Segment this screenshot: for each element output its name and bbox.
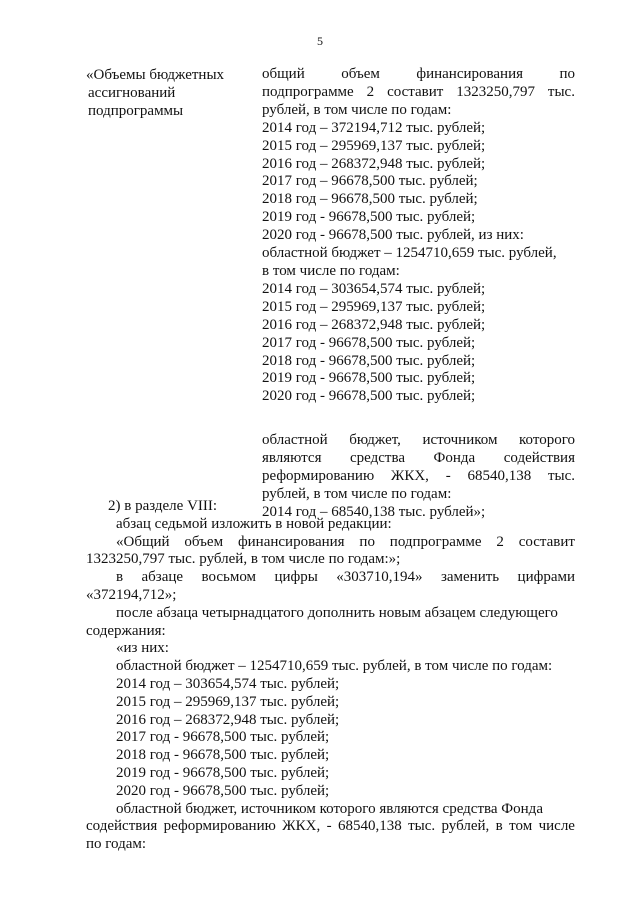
word: реформированию — [262, 468, 375, 485]
text-line: 2016 год – 268372,948 тыс. рублей; — [262, 155, 486, 172]
text-line: 2015 год – 295969,137 тыс. рублей; — [262, 298, 486, 315]
word: числе — [538, 818, 575, 835]
word: Фонда — [433, 450, 476, 467]
text-line: 2015 год – 295969,137 тыс. рублей; — [262, 137, 486, 154]
text-line: 2016 год – 268372,948 тыс. рублей; — [262, 316, 486, 333]
paragraph-line: 2014 год – 303654,574 тыс. рублей; — [116, 675, 340, 692]
word: 68540,138 — [337, 818, 402, 835]
paragraph-line: 2015 год – 295969,137 тыс. рублей; — [116, 693, 340, 710]
paragraph-line: содержания: — [86, 622, 166, 639]
word: тыс. — [547, 83, 575, 100]
paragraph-line: по годам: — [86, 836, 147, 853]
word: в — [495, 818, 503, 835]
text-line: 2019 год - 96678,500 тыс. рублей; — [262, 370, 476, 387]
justified-line — [86, 818, 575, 836]
text-line: рублей, в том числе по годам: — [262, 101, 452, 118]
justified-line — [86, 569, 575, 587]
word: тыс. — [547, 468, 575, 485]
paragraph-line: 2016 год – 268372,948 тыс. рублей; — [116, 711, 340, 728]
word: которого — [519, 432, 575, 449]
paragraph-line: 2020 год - 96678,500 тыс. рублей; — [116, 782, 330, 799]
text-line: 2018 год – 96678,500 тыс. рублей; — [262, 191, 478, 208]
text-line: в том числе по годам: — [262, 262, 400, 279]
paragraph-line: абзац седьмой изложить в новой редакции: — [116, 515, 392, 532]
word: цифрами — [517, 569, 575, 586]
word: содействия — [86, 818, 158, 835]
text-line: 2020 год - 96678,500 тыс. рублей; — [262, 388, 476, 405]
text-line: 2017 год - 96678,500 тыс. рублей; — [262, 334, 476, 351]
word: 68540,138 — [467, 468, 532, 485]
text-line: рублей, в том числе по годам: — [262, 485, 452, 502]
section-item: 2) в разделе VIII: — [108, 498, 218, 514]
word: объем — [341, 66, 380, 82]
word: «303710,194» — [336, 569, 423, 586]
word: подпрограмме — [389, 533, 482, 550]
word: том — [509, 818, 533, 835]
table-value-column — [262, 66, 575, 522]
text-line: 2017 год – 96678,500 тыс. рублей; — [262, 173, 478, 190]
paragraph-line: 2017 год - 96678,500 тыс. рублей; — [116, 729, 330, 746]
label-line: ассигнований — [88, 85, 176, 101]
word: источником — [422, 432, 498, 449]
text-line: областной бюджет – 1254710,659 тыс. рублей, — [262, 245, 557, 262]
text-line: 2019 год - 96678,500 тыс. рублей; — [262, 209, 476, 226]
word: 1323250,797 — [456, 83, 535, 100]
word: содействия — [503, 450, 575, 467]
word: по — [559, 66, 575, 82]
word: являются — [262, 450, 322, 467]
word: абзаце — [141, 569, 184, 586]
label-line: «Объемы бюджетных — [86, 67, 225, 83]
word: средства — [350, 450, 406, 467]
text-line: 2014 год – 68540,138 тыс. рублей»; — [262, 503, 486, 520]
justified-line — [262, 432, 575, 450]
paragraph-line: 2019 год - 96678,500 тыс. рублей; — [116, 764, 330, 781]
paragraph-line: 2018 год - 96678,500 тыс. рублей; — [116, 747, 330, 764]
page-number: 5 — [317, 34, 323, 48]
word: ЖКХ, — [282, 818, 321, 835]
word: составит — [518, 533, 575, 550]
text-line: 2018 год - 96678,500 тыс. рублей; — [262, 352, 476, 369]
paragraph-line: «из них: — [116, 640, 169, 657]
justified-line — [262, 66, 575, 84]
text-line: 2020 год - 96678,500 тыс. рублей, из них: — [262, 227, 524, 244]
document-body — [86, 498, 575, 854]
paragraph-line: «372194,712»; — [86, 586, 177, 603]
text-line: 2014 год – 303654,574 тыс. рублей; — [262, 280, 486, 297]
text-line: 2014 год – 372194,712 тыс. рублей; — [262, 119, 486, 136]
word: бюджет, — [349, 432, 401, 449]
word: по — [359, 533, 375, 550]
word: тыс. — [408, 818, 436, 835]
word: - — [445, 468, 451, 485]
word: реформированию — [163, 818, 276, 835]
word: составит — [387, 83, 444, 100]
paragraph-line: областной бюджет – 1254710,659 тыс. рублей, в том числе по годам: — [116, 658, 553, 675]
table-label-column — [86, 66, 246, 120]
justified-line — [262, 468, 575, 486]
paragraph-line: областной бюджет, источником которого являются средства Фонда — [116, 800, 543, 817]
word: восьмом — [201, 569, 257, 586]
word: финансирования — [416, 66, 523, 82]
word: «Общий — [116, 533, 170, 550]
justified-line — [262, 450, 575, 468]
justified-line — [86, 534, 575, 552]
justified-line — [262, 84, 575, 102]
word: ЖКХ, — [390, 468, 429, 485]
word: 2 — [496, 533, 504, 550]
word: рублей, — [441, 818, 490, 835]
word: в — [116, 569, 124, 586]
word: областной — [262, 432, 328, 449]
paragraph-line: 1323250,797 тыс. рублей, в том числе по годам:»; — [86, 551, 401, 568]
paragraph-line: после абзаца четырнадцатого дополнить новым абзацем следующего — [116, 604, 558, 621]
word: объем — [184, 533, 224, 550]
word: подпрограмме — [262, 83, 354, 100]
word: цифры — [274, 569, 318, 586]
word: заменить — [440, 569, 500, 586]
word: - — [326, 818, 332, 835]
word: финансирования — [237, 533, 345, 550]
label-line: подпрограммы — [88, 103, 184, 119]
word: общий — [262, 66, 305, 82]
word: 2 — [366, 83, 375, 100]
